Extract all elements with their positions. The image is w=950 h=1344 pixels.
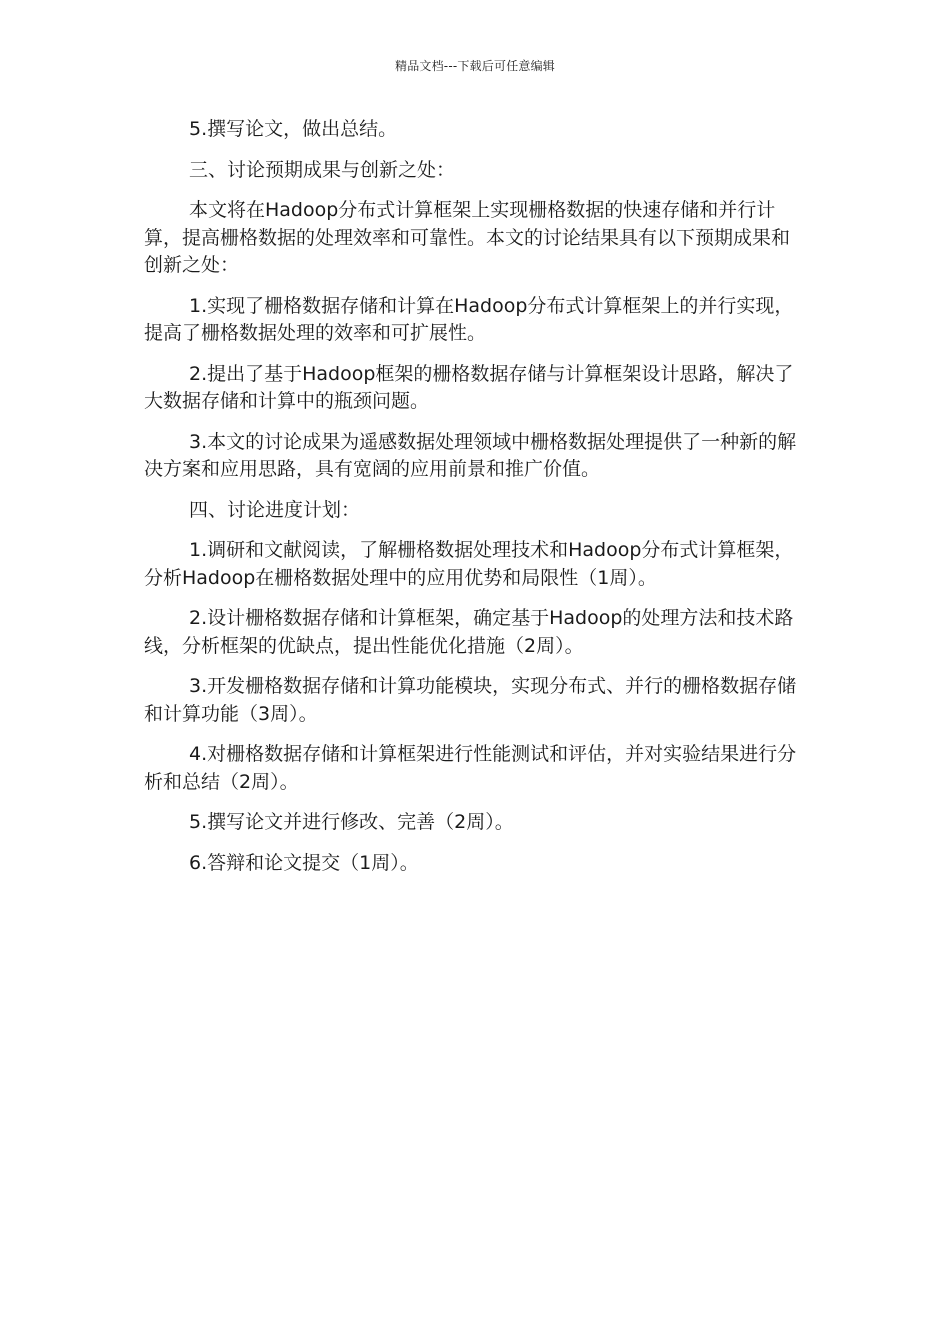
paragraph-result-3: 3.本文的讨论成果为遥感数据处理领域中栅格数据处理提供了一种新的解决方案和应用思路，具有宽阔的应用前景和推广价值。: [144, 430, 797, 480]
section-heading-expected-results: 三、讨论预期成果与创新之处：: [189, 158, 456, 181]
paragraph-schedule-5: 5.撰写论文并进行修改、完善（2周）。: [189, 811, 514, 833]
document-body: [144, 116, 798, 890]
paragraph-summary-step: 5.撰写论文，做出总结。: [189, 118, 398, 140]
paragraph-schedule-2: 2.设计栅格数据存储和计算框架，确定基于Hadoop的处理方法和技术路线，分析框架的优缺点，提出性能优化措施（2周）。: [144, 607, 794, 657]
paragraph-result-1: 1.实现了栅格数据存储和计算在Hadoop分布式计算框架上的并行实现，提高了栅格数据处理的效率和可扩展性。: [144, 294, 794, 344]
paragraph-schedule-3: 3.开发栅格数据存储和计算功能模块，实现分布式、并行的栅格数据存储和计算功能（3周）。: [144, 675, 797, 725]
paragraph-schedule-6: 6.答辩和论文提交（1周）。: [189, 851, 419, 874]
paragraph-schedule-1: 1.调研和文献阅读，了解栅格数据处理技术和Hadoop分布式计算框架，分析Hadoop在栅格数据处理中的应用优势和局限性（1周）。: [144, 539, 794, 589]
paragraph-schedule-4: 4.对栅格数据存储和计算框架进行性能测试和评估，并对实验结果进行分析和总结（2周）。: [144, 743, 797, 793]
section-heading-schedule: 四、讨论进度计划：: [189, 498, 361, 521]
paragraph-intro: 本文将在Hadoop分布式计算框架上实现栅格数据的快速存储和并行计算，提高栅格数据的处理效率和可靠性。本文的讨论结果具有以下预期成果和创新之处：: [144, 199, 791, 276]
paragraph-result-2: 2.提出了基于Hadoop框架的栅格数据存储与计算框架设计思路，解决了大数据存储和计算中的瓶颈问题。: [144, 362, 794, 412]
page-header: 精品文档---下载后可任意编辑: [395, 59, 555, 73]
